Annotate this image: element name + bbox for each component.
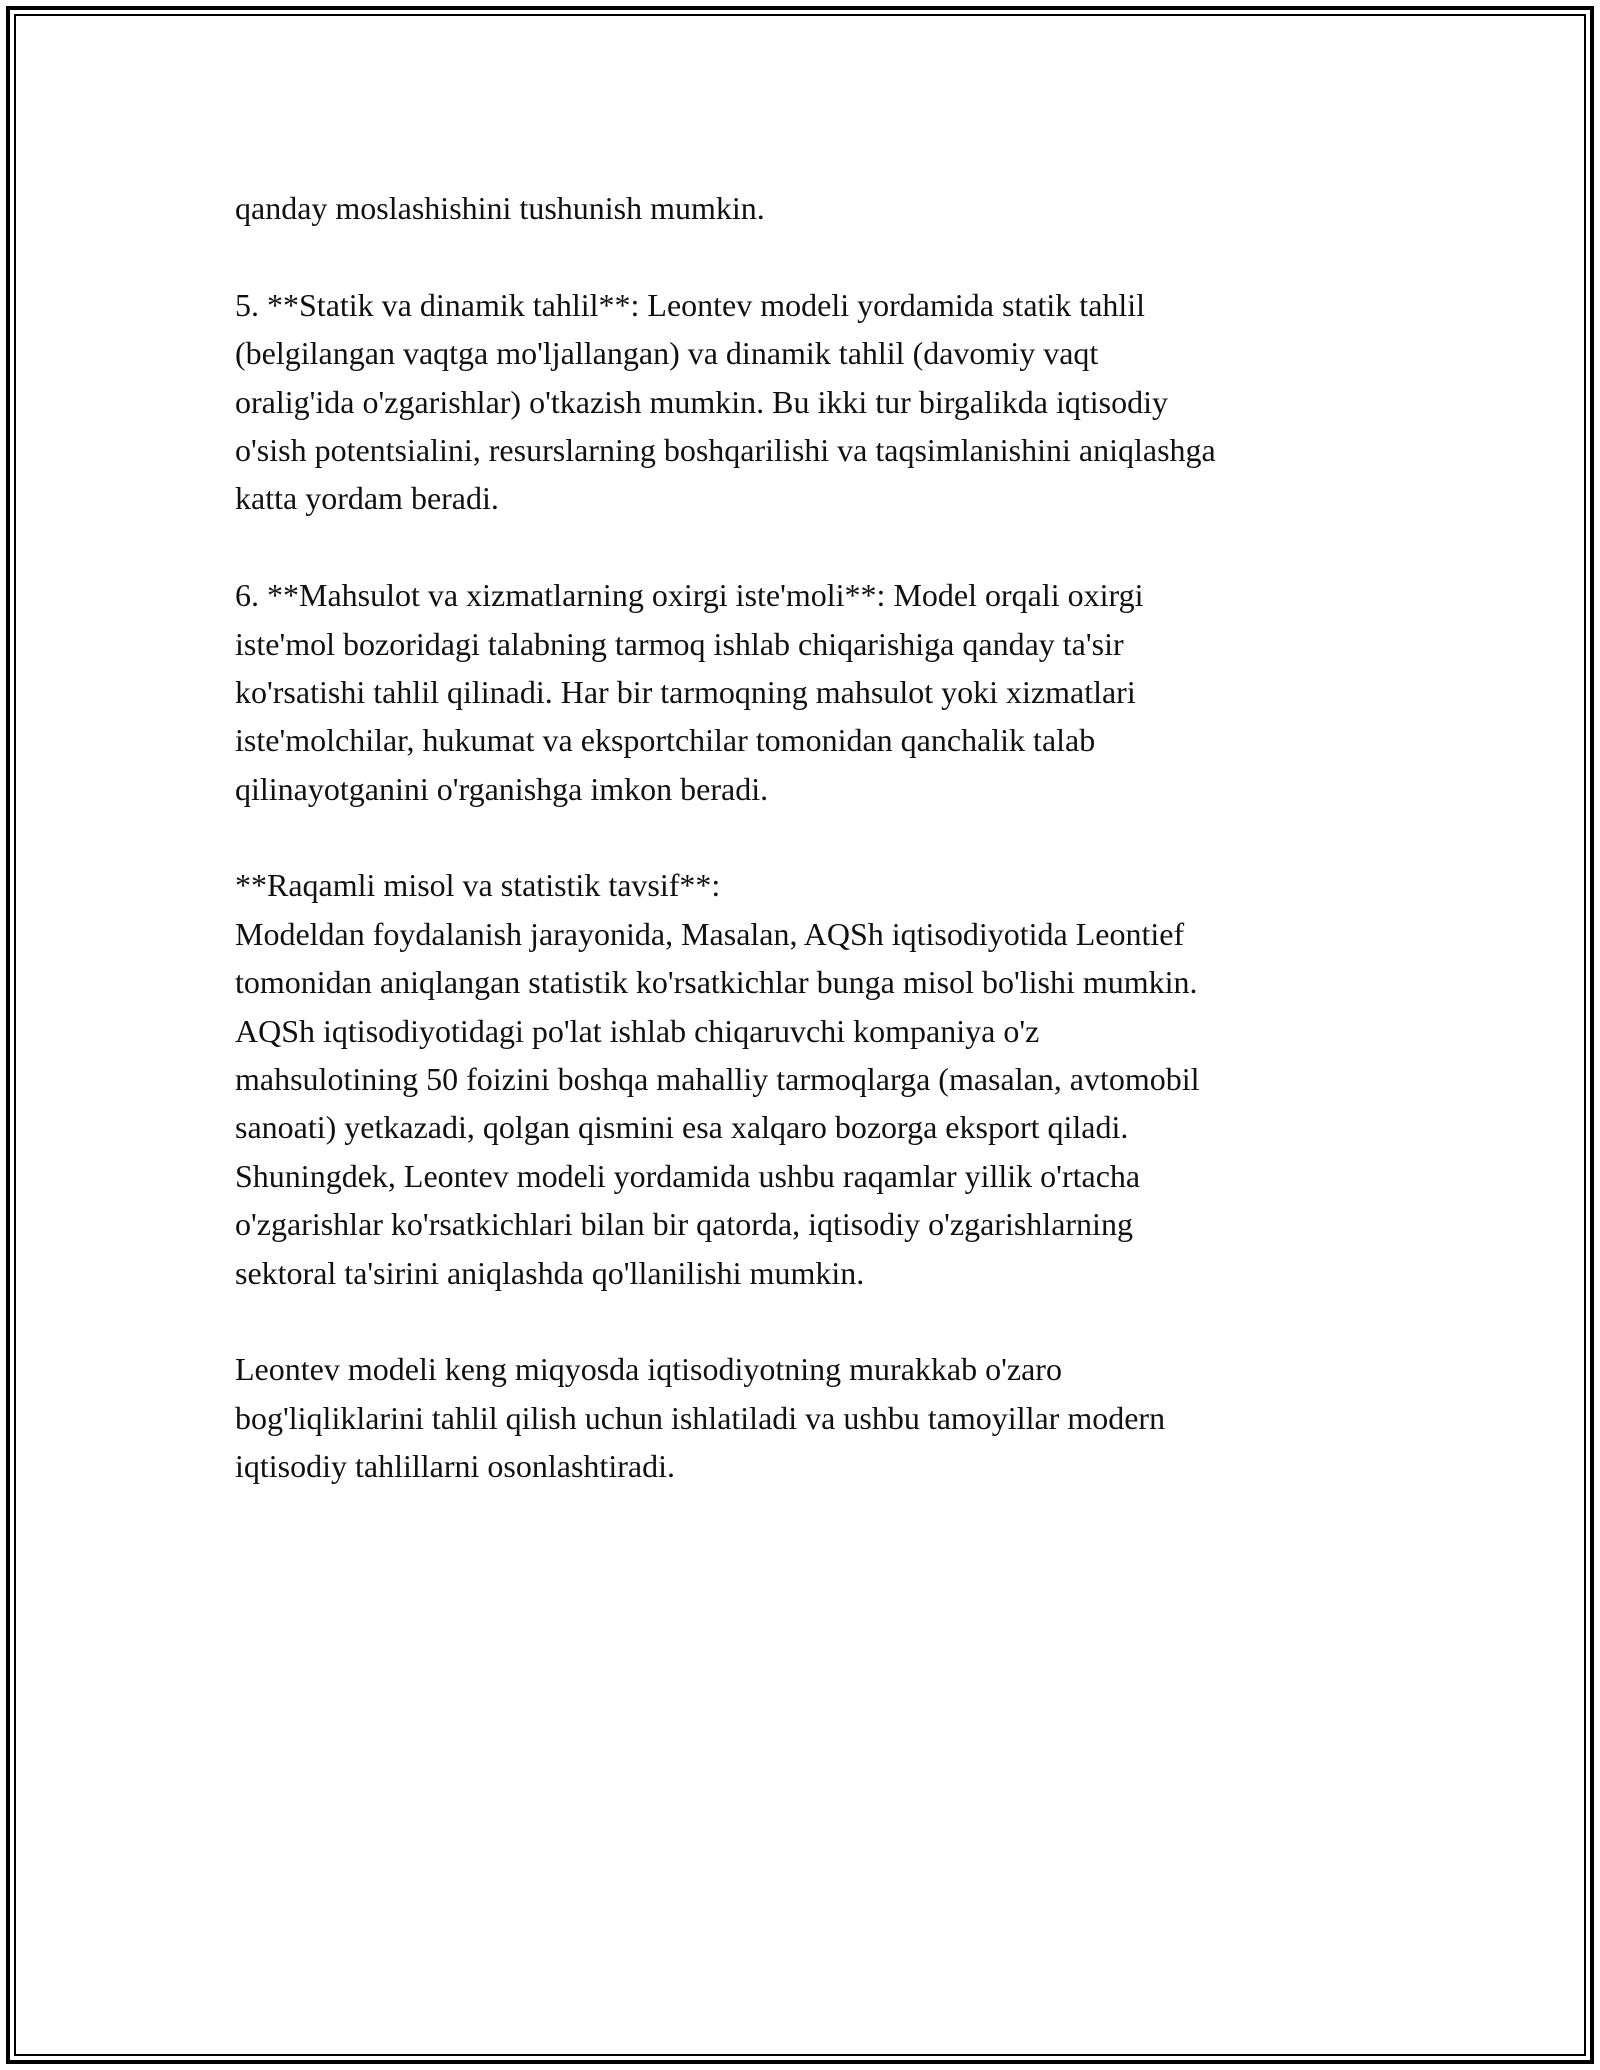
text-line: ko'rsatishi tahlil qilinadi. Har bir tarmoqning mahsulot yoki xizmatlari — [235, 673, 1136, 710]
text-line: Modeldan foydalanish jarayonida, Masalan, AQSh iqtisodiyotida Leontief — [235, 915, 1185, 952]
text-line: Shuningdek, Leontev modeli yordamida ushbu raqamlar yillik o'rtacha — [235, 1157, 1141, 1194]
text-line: bog'liqliklarini tahlil qilish uchun ishlatiladi va ushbu tamoyillar modern — [235, 1399, 1166, 1436]
text-line: sanoati) yetkazadi, qolgan qismini esa xalqaro bozorga eksport qiladi. — [235, 1109, 1129, 1146]
text-line: o'zgarishlar ko'rsatkichlari bilan bir qatorda, iqtisodiy o'zgarishlarning — [235, 1206, 1133, 1243]
paragraph-gap — [235, 232, 1395, 280]
text-line: qilinayotganini o'rganishga imkon beradi. — [235, 770, 769, 807]
text-line: oralig'ida o'zgarishlar) o'tkazish mumkin. Bu ikki tur birgalikda iqtisodiy — [235, 383, 1168, 420]
paragraph-gap — [235, 1297, 1395, 1345]
text-line: iste'molchilar, hukumat va eksportchilar tomonidan qanchalik talab — [235, 722, 1096, 759]
text-line: qanday moslashishini tushunish mumkin. — [235, 190, 765, 226]
text-line: Leontev modeli keng miqyosda iqtisodiyotning murakkab o'zaro — [235, 1351, 1062, 1388]
text-line: katta yordam beradi. — [235, 480, 499, 517]
document-body — [235, 184, 1395, 1491]
text-line: mahsulotining 50 foizini boshqa mahalliy tarmoqlarga (masalan, avtomobil — [235, 1061, 1200, 1098]
text-line: (belgilangan vaqtga mo'ljallangan) va dinamik tahlil (davomiy vaqt — [235, 335, 1099, 372]
text-line: sektoral ta'sirini aniqlashda qo'llanilishi mumkin. — [235, 1254, 865, 1291]
text-line: iste'mol bozoridagi talabning tarmoq ishlab chiqarishiga qanday ta'sir — [235, 625, 1124, 662]
text-line: iqtisodiy tahlillarni osonlashtiradi. — [235, 1448, 675, 1485]
text-line: o'sish potentsialini, resurslarning boshqarilishi va taqsimlanishini aniqlashga — [235, 431, 1216, 468]
paragraph-gap — [235, 523, 1395, 571]
text-line: AQSh iqtisodiyotidagi po'lat ishlab chiqaruvchi kompaniya o'z — [235, 1012, 1040, 1049]
text-line: 5. **Statik va dinamik tahlil**: Leontev modeli yordamida statik tahlil — [235, 286, 1146, 323]
text-line: 6. **Mahsulot va xizmatlarning oxirgi iste'moli**: Model orqali oxirgi — [235, 577, 1144, 614]
section-heading: **Raqamli misol va statistik tavsif**: — [235, 867, 721, 904]
text-line: tomonidan aniqlangan statistik ko'rsatkichlar bunga misol bo'lishi mumkin. — [235, 964, 1198, 1001]
paragraph-gap — [235, 813, 1395, 861]
